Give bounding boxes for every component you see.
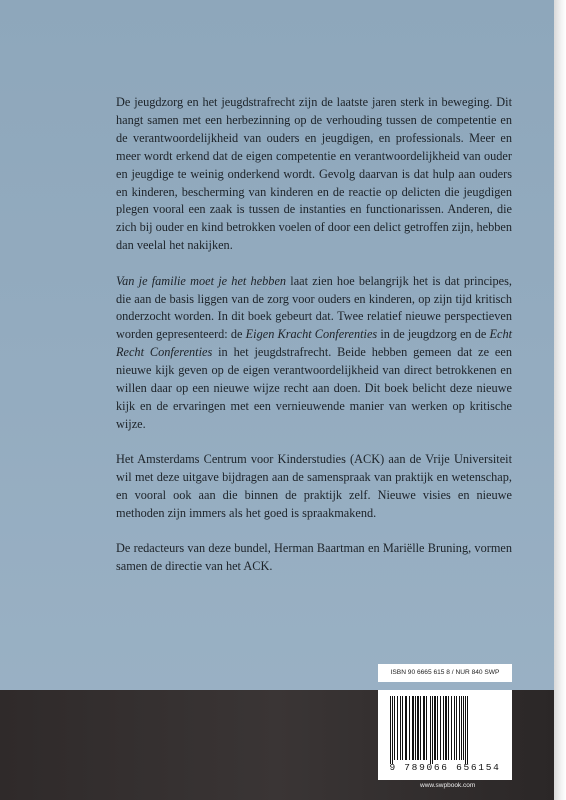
paragraph-2-part-c: in het jeugdstrafrecht. Beide hebben gemeen dat ze een nieuwe kijk geven op de eigen verantwoordelijkheid van direct betrokkenen en willen daar op een nieuwe wijze recht aan doen. Dit boek belicht deze nieuwe kijk en de ervaringen met een vernieuwende manier van werken op kritische wijze. bbox=[116, 345, 513, 431]
barcode-bar bbox=[465, 696, 466, 764]
barcode-bar bbox=[390, 696, 391, 764]
barcode-bar bbox=[443, 696, 444, 760]
paragraph-4: De redacteurs van deze bundel, Herman Baartman en Mariëlle Bruning, vormen samen de directie van het ACK. bbox=[116, 541, 512, 574]
barcode-bar bbox=[405, 696, 407, 760]
barcode-bar bbox=[423, 696, 425, 760]
barcode-bar bbox=[456, 696, 457, 760]
barcode-bar bbox=[448, 696, 449, 760]
paragraph-2-part-b: in de jeugdzorg en de bbox=[377, 327, 490, 342]
barcode-bar bbox=[434, 696, 436, 760]
barcode-bar bbox=[415, 696, 416, 760]
barcode-bar bbox=[467, 696, 468, 764]
barcode-bars-graphic bbox=[388, 696, 504, 766]
paragraph-1: De jeugdzorg en het jeugdstrafrecht zijn de laatste jaren sterk in beweging. Dit hangt samen met een herbezinning op de verhouding tussen de competentie en de verantwoordelijkheid van ouders en jeugdigen, en professionals. Meer en meer wordt erkend dat de eigen competentie en verantwoordelijkheid van ouder en jeugdige te weinig onderkend wordt. Gevolg daarvan is dat hulp aan ouders en kinderen, bescherming van kinderen en de reactie op delicten die jeugdigen plegen vooral een zaak is tussen de instanties en functionarissen. Anderen, die zich bij ouder en kind betrokken voelen of door een delict getroffen zijn, hebben dan veelal het nakijken. bbox=[116, 95, 512, 253]
paragraph-3: Het Amsterdams Centrum voor Kinderstudies (ACK) aan de Vrije Universiteit wil met deze uitgave bijdragen aan de samenspraak van praktijk en wetenschap, en vooral ook aan die binnen de praktijk zelf. Nieuwe visies en nieuwe methoden zijn immers als het goed is spraakmakend. bbox=[116, 452, 512, 521]
paragraph-2-part-a: laat zien hoe belangrijk het is dat principes, die aan de basis liggen van de zorg voor ouders en kinderen, op zijn tijd kritisch onderzocht worden. In dit boek gebeurt dat. Twee relatief nieuwe perspectieven worden gepresenteerd: de bbox=[116, 273, 512, 342]
barcode-bar bbox=[432, 696, 433, 764]
barcode-bar bbox=[451, 696, 452, 760]
barcode-bar bbox=[417, 696, 419, 760]
barcode-bar bbox=[463, 696, 464, 760]
barcode-bar bbox=[430, 696, 431, 764]
barcode-bar bbox=[459, 696, 460, 760]
barcode-bar bbox=[412, 696, 414, 760]
term-echt-recht: Echt Recht Conferenties bbox=[116, 327, 513, 360]
page-edge bbox=[554, 0, 566, 800]
blurb-text bbox=[116, 94, 512, 594]
paragraph-2 bbox=[116, 273, 512, 434]
barcode-bar bbox=[409, 696, 410, 760]
book-title: Van je familie moet je het hebben bbox=[116, 273, 287, 288]
barcode-digits: 9 789066 656154 bbox=[389, 762, 501, 773]
barcode-bar bbox=[426, 696, 427, 760]
barcode-bar bbox=[392, 696, 393, 764]
barcode-bar bbox=[394, 696, 395, 760]
barcode-bar bbox=[440, 696, 441, 760]
barcode-bar bbox=[400, 696, 401, 760]
barcode-bar bbox=[454, 696, 455, 760]
isbn-label: ISBN 90 6665 615 8 / NUR 840 SWP bbox=[378, 664, 512, 682]
barcode-bar bbox=[445, 696, 447, 760]
barcode bbox=[378, 690, 512, 780]
barcode-bar bbox=[437, 696, 438, 760]
barcode-bar bbox=[420, 696, 421, 760]
publisher-website: www.swpbook.com bbox=[420, 782, 476, 789]
barcode-bar bbox=[397, 696, 398, 760]
barcode-bar bbox=[402, 696, 403, 760]
term-eigen-kracht: Eigen Kracht Conferenties bbox=[245, 327, 378, 342]
barcode-bar bbox=[461, 696, 462, 760]
